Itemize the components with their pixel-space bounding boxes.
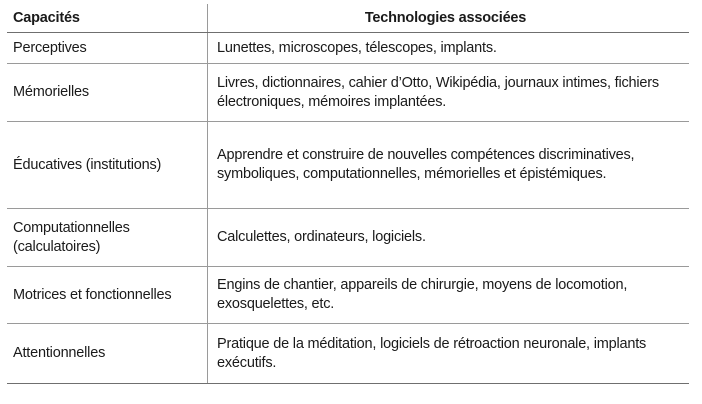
table-row [7,209,689,267]
technologies-cell [208,267,689,323]
technologies-cell [208,64,689,121]
capacities-table [7,4,689,384]
technologies-line: Livres, dictionnaires, cahier d’Otto, Wikipédia, journaux intimes, fichiers [217,74,659,91]
capacity-cell [7,209,208,266]
technologies-cell [208,324,689,383]
capacity-line: (calculatoires) [13,238,101,255]
capacity-cell: Mémorielles [7,64,208,121]
table-row [7,267,689,324]
capacity-cell: Éducatives (institutions) [7,122,208,208]
technologies-line: Apprendre et construire de nouvelles compétences discriminatives, [217,147,635,163]
technologies-line: exécutifs. [217,354,277,371]
technologies-line: électroniques, mémoires implantées. [217,93,447,110]
table-row [7,33,689,64]
technologies-line: exosquelettes, etc. [217,296,335,312]
header-capacities: Capacités [7,4,208,32]
capacity-cell: Motrices et fonctionnelles [7,267,208,323]
header-technologies: Technologies associées [364,9,527,26]
table-row [7,122,689,209]
capacity-cell: Attentionnelles [7,324,208,383]
capacity-cell: Perceptives [7,33,208,63]
technologies-cell [208,122,689,208]
technologies-line: Engins de chantier, appareils de chirurgie, moyens de locomotion, [217,277,628,293]
technologies-cell: Lunettes, microscopes, télescopes, implants. [217,39,497,56]
technologies-line: Pratique de la méditation, logiciels de rétroaction neuronale, implants [217,335,647,352]
table-row [7,64,689,122]
technologies-cell: Calculettes, ordinateurs, logiciels. [217,229,426,245]
technologies-line: symboliques, computationnelles, mémorielles et épistémiques. [217,166,607,182]
table-header-row [7,4,689,33]
table-row [7,324,689,384]
capacity-line: Computationnelles [13,219,130,236]
